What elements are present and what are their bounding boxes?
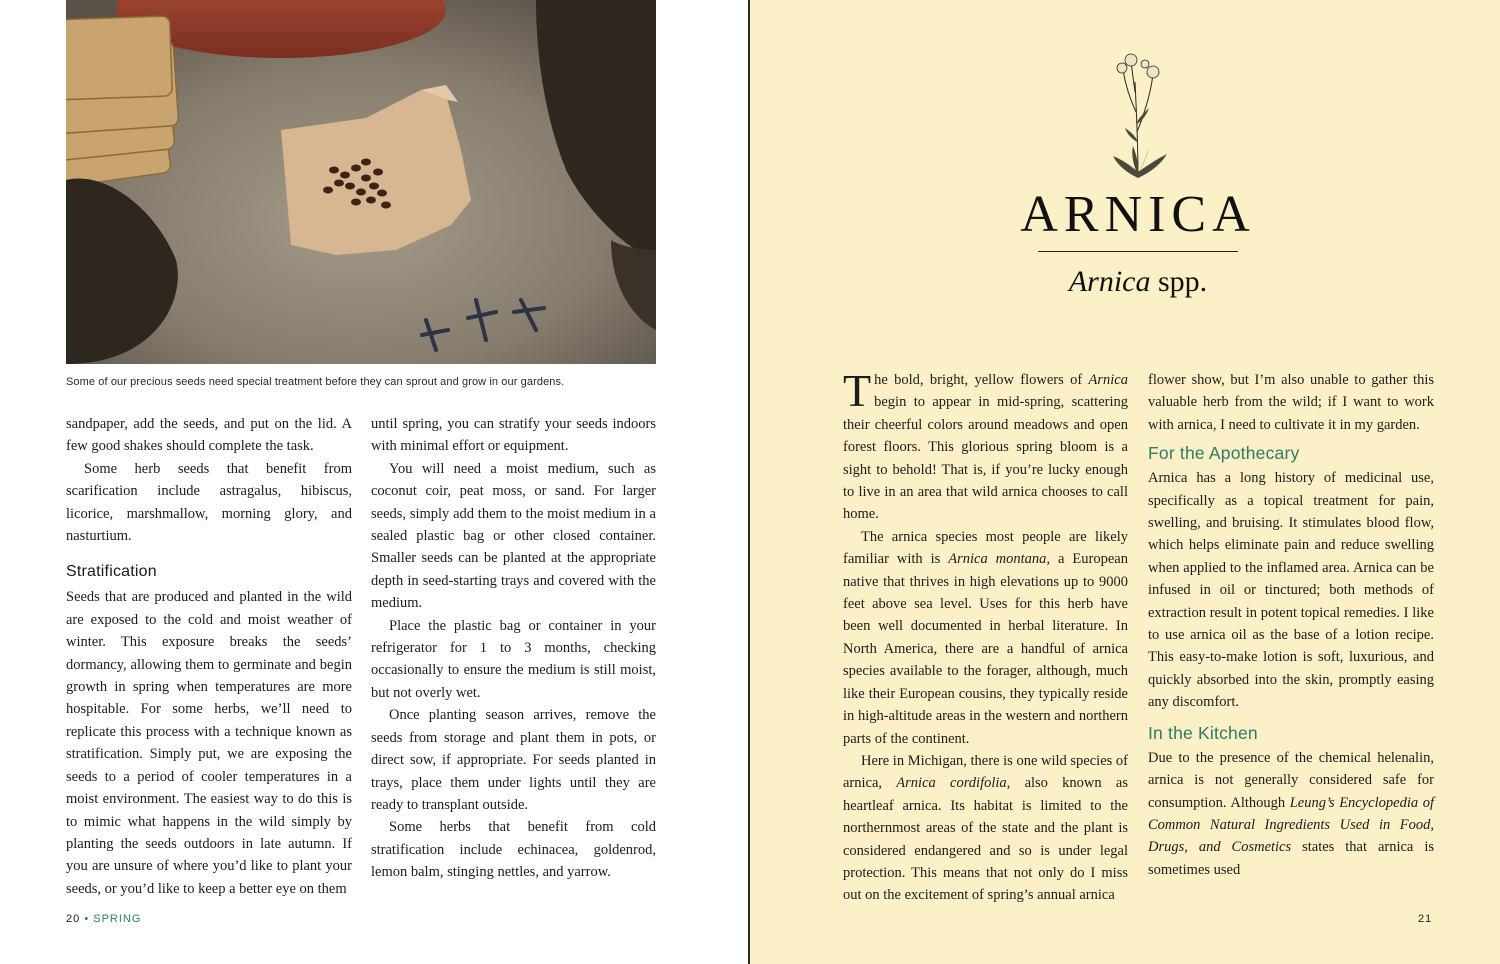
paragraph: Place the plastic bag or container in your refrigerator for 1 to 3 months, checking occasionally to ensure the medium is still moist, but not overly wet.: [371, 617, 656, 701]
left-page: [0, 0, 748, 964]
paragraph: Some herb seeds that benefit from scarification include astragalus, hibiscus, licorice, marshmallow, morning glory, and nasturtium.: [66, 460, 352, 545]
section-name: SPRING: [93, 913, 142, 925]
paragraph: flower show, but I’m also unable to gather this valuable herb from the wild; if I want to work with arnica, I need to cultivate it in my garden.: [1148, 372, 1434, 433]
page-number: 20: [66, 913, 81, 925]
folio-right: [1418, 913, 1432, 925]
paragraph: Due to the presence of the chemical helenalin, arnica is not generally considered safe for consumption. Although Leung’s Encyclopedia of Common Natural Ingredients Used in Food, Drugs, and Cosmetics states that arnica is sometimes used: [1148, 749, 1434, 878]
page-number: 21: [1418, 913, 1433, 925]
herb-title: ARNICA: [1020, 186, 1256, 243]
title-divider: [1038, 251, 1238, 252]
paragraph: Here in Michigan, there is one wild species of arnica, Arnica cordifolia, also known as heartleaf arnica. Its habitat is limited to the northernmost areas of the state and the plant is considered endangered and so is under legal protection. This means that not only do I miss out on the excitement of spring’s annual arnica: [843, 752, 1128, 904]
herb-latin-name: [1000, 264, 1276, 300]
folio-left: [66, 913, 141, 925]
latin-suffix: spp.: [1157, 265, 1208, 298]
paragraph: Arnica has a long history of medicinal use, specifically as a topical treatment for pain, swelling, and bruising. It stimulates blood flow, which helps eliminate pain and reduce swelling when applied to the inflamed area. Arnica can be infused in oil or tinctured; both methods of extraction result in potent topical remedies. I like to use arnica oil as the base of a lotion recipe. This easy-to-make lotion is soft, luxurious, and quickly absorbed into the skin, promptly easing any discomfort.: [1148, 470, 1434, 711]
paragraph: Once planting season arrives, remove the seeds from storage and plant them in pots, or direct sow, if appropriate. For seeds planted in trays, place them under lights until they are ready to transplant outside.: [371, 707, 656, 813]
paragraph: until spring, you can stratify your seeds indoors with minimal effort or equipment.: [371, 416, 656, 455]
seed-sandpaper-photo: [66, 0, 656, 364]
section-heading-apothecary: For the Apothecary: [1148, 443, 1300, 464]
paragraph: sandpaper, add the seeds, and put on the lid. A few good shakes should complete the task.: [66, 416, 352, 455]
paragraph: The bold, bright, yellow flowers of Arnica begin to appear in mid-spring, scattering their cheerful colors around meadows and open forest floors. This glorious spring bloom is a sight to behold! That is, if you’re lucky enough to live in an area that wild arnica chooses to call home.: [843, 365, 1128, 523]
section-heading-kitchen: In the Kitchen: [1148, 722, 1258, 743]
right-column-2: [1148, 369, 1434, 881]
arnica-illustration-icon: [1105, 52, 1175, 180]
section-heading-stratification: Stratification: [66, 563, 157, 581]
paragraph: Some herbs that benefit from cold stratification include echinacea, goldenrod, lemon balm, stinging nettles, and yarrow.: [371, 819, 656, 881]
drop-cap: T: [843, 365, 872, 416]
left-column-1: [66, 413, 352, 900]
paragraph: Seeds that are produced and planted in the wild are exposed to the cold and moist weather of winter. This exposure breaks the seeds’ dormancy, allowing them to germinate and begin growth in spring when temperatures are more hospitable. For some herbs, we’ll need to replicate this process with a technique known as stratification. Simply put, we are exposing the seeds to a period of cooler temperatures in a moist environment. The easiest way to do this is to mimic what happens in the wild simply by planting the seeds outdoors in late autumn. If you are unsure of where you’d like to plant your seeds, or you’d like to keep a better eye on them: [66, 589, 352, 897]
photo-caption: Some of our precious seeds need special treatment before they can sprout and grow in our gardens.: [66, 376, 565, 388]
right-column-1: [843, 365, 1128, 907]
paragraph: The arnica species most people are likely familiar with is Arnica montana, a European native that thrives in high elevations up to 9000 feet above sea level. Uses for this herb have been well documented in herbal literature. In North America, there are a handful of arnica species available to the forager, although, much like their European cousins, they typically reside in high-altitude areas in the western and northern parts of the continent.: [843, 528, 1128, 747]
paragraph: You will need a moist medium, such as coconut coir, peat moss, or sand. For larger seeds, simply add them to the moist medium in a sealed plastic bag or other closed container. Smaller seeds can be planted at the appropriate depth in seed-starting trays and covered with the medium.: [371, 460, 656, 612]
folio-bullet: •: [84, 913, 90, 925]
latin-genus: Arnica: [1068, 265, 1151, 298]
left-column-2: [371, 413, 656, 884]
